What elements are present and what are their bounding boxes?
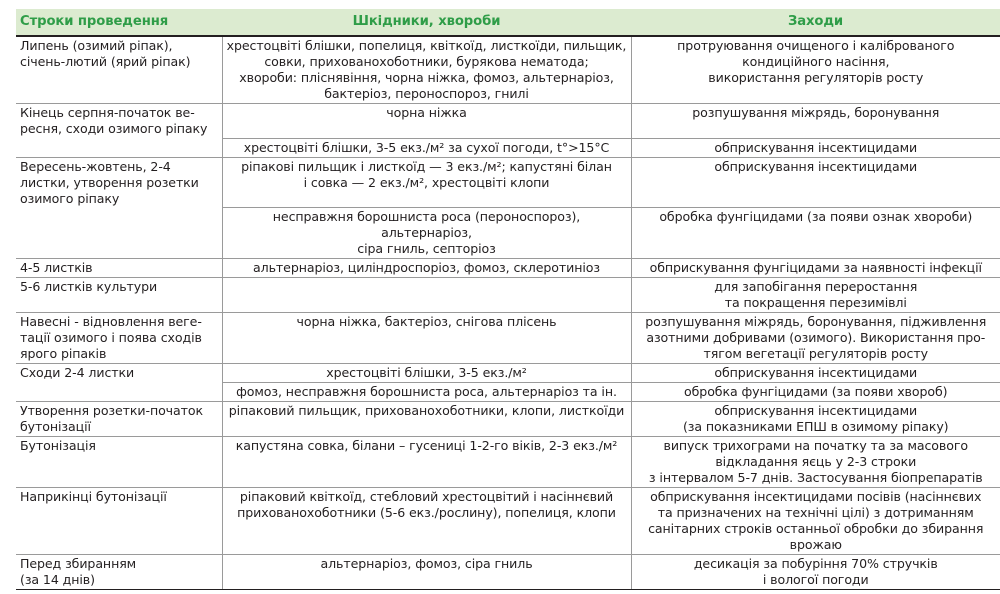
cell-measures-line: для запобігання переростання [714, 279, 918, 294]
cell-period [16, 157, 222, 208]
cell-period-line: Липень (озимий ріпак), [20, 38, 173, 53]
cell-measures-line: азотними добривами (озимого). Використання про- [646, 330, 986, 345]
cell-period [16, 278, 222, 313]
cell-measures [631, 278, 1000, 313]
cell-measures-line: протруювання очищеного і каліброваного [677, 38, 955, 53]
cell-period-line: ярого ріпаків [20, 346, 107, 361]
cell-measures-line: обприскування інсектицидами [714, 403, 918, 418]
cell-pests [222, 104, 631, 139]
cell-pests-line: альтернаріоз, циліндроспоріоз, фомоз, склеротиніоз [253, 260, 600, 275]
cell-measures-line: врожаю [789, 537, 842, 552]
cell-measures-line: і вологої погоди [762, 572, 869, 587]
table-row [16, 364, 1000, 383]
cell-pests-line: ріпакові пильщик і листкоїд — 3 екз./м²; капустяні білан [241, 158, 612, 174]
cell-period [16, 138, 222, 157]
cell-pests-line: хрестоцвіті блішки, 3-5 екз./м² [326, 365, 527, 380]
cell-period-line: тації озимого і поява сходів [20, 330, 202, 345]
cell-pests [222, 36, 631, 104]
cell-measures-line: санітарних строків останньої обробки до збирання [648, 521, 984, 536]
cell-period [16, 383, 222, 402]
cell-measures-line: розпушування міжрядь, боронування [692, 105, 940, 120]
cell-measures-line: десикація за побуріння 70% стручків [693, 556, 938, 571]
cell-pests-line: і совка — 2 екз./м², хрестоцвіті клопи [303, 174, 550, 190]
table-row [16, 208, 1000, 259]
cell-period [16, 313, 222, 364]
cell-pests-line: ріпаковий пильщик, прихованохоботники, клопи, листкоїди [228, 403, 625, 418]
cell-measures-line: тягом вегетації регуляторів росту [703, 346, 928, 361]
cell-period-line: ресня, сходи озимого ріпаку [20, 121, 208, 136]
cell-pests [222, 488, 631, 555]
cell-period-line: Перед збиранням [20, 556, 137, 571]
cell-pests-line: бактеріоз, пероноспороз, гнилі [324, 86, 529, 101]
cell-pests [222, 157, 631, 208]
cell-period-line: Кінець серпня-початок ве- [20, 105, 195, 120]
table-row [16, 104, 1000, 139]
cell-measures [631, 208, 1000, 259]
cell-period-line: бутонізації [20, 419, 91, 434]
cell-period-line: Бутонізація [20, 438, 96, 453]
header-period: Строки проведення [16, 9, 222, 36]
cell-period [16, 488, 222, 555]
cell-period-line: 5-6 листків культури [20, 279, 158, 294]
cell-period [16, 437, 222, 488]
table-header [16, 9, 1000, 36]
cell-measures [631, 157, 1000, 208]
table-row [16, 555, 1000, 590]
cell-measures-line: обприскування інсектицидами [714, 365, 918, 380]
cell-pests-line: хрестоцвіті блішки, 3-5 екз./м² за сухої погоди, t°>15°С [243, 139, 610, 155]
table-row [16, 383, 1000, 402]
cell-measures-line: кондиційного насіння, [742, 54, 890, 69]
cell-pests-line: ріпаковий квіткоїд, стебловий хрестоцвітий і насіннєвий [239, 489, 614, 504]
cell-period [16, 259, 222, 278]
cell-pests [222, 208, 631, 259]
cell-pests-line: чорна ніжка [386, 105, 467, 120]
cell-measures-line: обробка фунгіцидами (за появи хвороб) [684, 384, 948, 399]
table-row [16, 402, 1000, 437]
cell-measures-line: обприскування інсектицидами [714, 139, 918, 155]
cell-measures-line: випуск трихограми на початку та за масового [663, 438, 968, 453]
cell-period [16, 208, 222, 259]
cell-measures-line: розпушування міжрядь, боронування, підживлення [645, 314, 987, 329]
cell-measures-line: відкладання яєць у 2-3 строки [715, 454, 917, 469]
cell-period-line: Вересень-жовтень, 2-4 [20, 158, 171, 174]
cell-measures [631, 36, 1000, 104]
header-measures: Заходи [631, 9, 1000, 36]
table-row [16, 313, 1000, 364]
cell-period-line: січень-лютий (ярий ріпак) [20, 54, 191, 69]
cell-pests [222, 555, 631, 590]
cell-period [16, 104, 222, 139]
cell-pests-line: хвороби: пліснявіння, чорна ніжка, фомоз, альтернаріоз, [239, 70, 614, 85]
table-body [16, 36, 1000, 590]
cell-measures-line: обприскування фунгіцидами за наявності інфекції [649, 260, 982, 275]
cell-period-line: Навесні - відновлення веге- [20, 314, 202, 329]
cell-pests-line: капустяна совка, білани – гусениці 1-2-го віків, 2-3 екз./м² [235, 438, 618, 453]
cell-pests [222, 402, 631, 437]
cell-pests [222, 138, 631, 157]
cell-pests [222, 278, 631, 313]
table-row [16, 278, 1000, 313]
cell-period [16, 36, 222, 104]
table-row [16, 157, 1000, 208]
cell-pests [222, 383, 631, 402]
cell-pests-line: альтернаріоз, фомоз, сіра гниль [320, 556, 533, 571]
cell-measures [631, 402, 1000, 437]
cell-measures-line: використання регуляторів росту [708, 70, 924, 85]
cell-period-line: 4-5 листків [20, 260, 93, 275]
cell-period-line: листки, утворення розетки [20, 174, 199, 190]
cell-pests [222, 437, 631, 488]
cell-measures [631, 437, 1000, 488]
header-pests: Шкідники, хвороби [222, 9, 631, 36]
cell-period-line: Наприкінці бутонізації [20, 489, 167, 504]
cell-measures-line: (за показниками ЕПШ в озимому ріпаку) [682, 419, 949, 434]
cell-pests-line: сіра гниль, септоріоз [357, 241, 496, 256]
cell-measures-line: обробка фунгіцидами (за появи ознак хвороби) [659, 209, 973, 224]
cell-period-line: Утворення розетки-початок [20, 403, 203, 418]
table-row [16, 437, 1000, 488]
cell-period-line: озимого ріпаку [20, 190, 120, 206]
cell-pests-line: хрестоцвіті блішки, попелиця, квіткоїд, листкоїди, пильщик, [226, 38, 627, 53]
table-row [16, 36, 1000, 104]
cell-pests-line: фомоз, несправжня борошниста роса, альтернаріоз та ін. [236, 384, 617, 399]
cell-measures [631, 555, 1000, 590]
cell-pests-line: прихованохоботники (5-6 екз./рослину), попелиця, клопи [237, 505, 616, 520]
cell-measures-line: обприскування інсектицидами посівів (насіннєвих [650, 489, 982, 504]
cell-measures [631, 364, 1000, 383]
cell-measures [631, 138, 1000, 157]
cell-pests [222, 364, 631, 383]
cell-pests [222, 259, 631, 278]
table-row [16, 488, 1000, 555]
cell-measures [631, 259, 1000, 278]
cell-measures-line: та покращення перезимівлі [724, 295, 907, 310]
cell-pests-line: совки, прихованохоботники, бурякова нематода; [264, 54, 589, 69]
table-row [16, 259, 1000, 278]
cell-period [16, 364, 222, 383]
cell-period [16, 555, 222, 590]
cell-measures-line: з інтервалом 5-7 днів. Застосування біопрепаратів [648, 470, 983, 485]
cell-measures [631, 313, 1000, 364]
cell-pests-line: несправжня борошниста роса (пероноспороз), альтернаріоз, [272, 209, 581, 240]
cell-period [16, 402, 222, 437]
cell-pests [222, 313, 631, 364]
cell-measures [631, 104, 1000, 139]
cell-pests-line: чорна ніжка, бактеріоз, снігова плісень [296, 314, 557, 329]
cell-measures [631, 383, 1000, 402]
cell-period-line: (за 14 днів) [20, 572, 95, 587]
cell-measures [631, 488, 1000, 555]
cell-measures-line: обприскування інсектицидами [714, 158, 918, 174]
table-row [16, 138, 1000, 157]
cell-measures-line: та призначених на технічні цілі) з дотриманням [657, 505, 974, 520]
cell-period-line: Сходи 2-4 листки [20, 365, 135, 380]
pest-control-table [16, 9, 1000, 590]
